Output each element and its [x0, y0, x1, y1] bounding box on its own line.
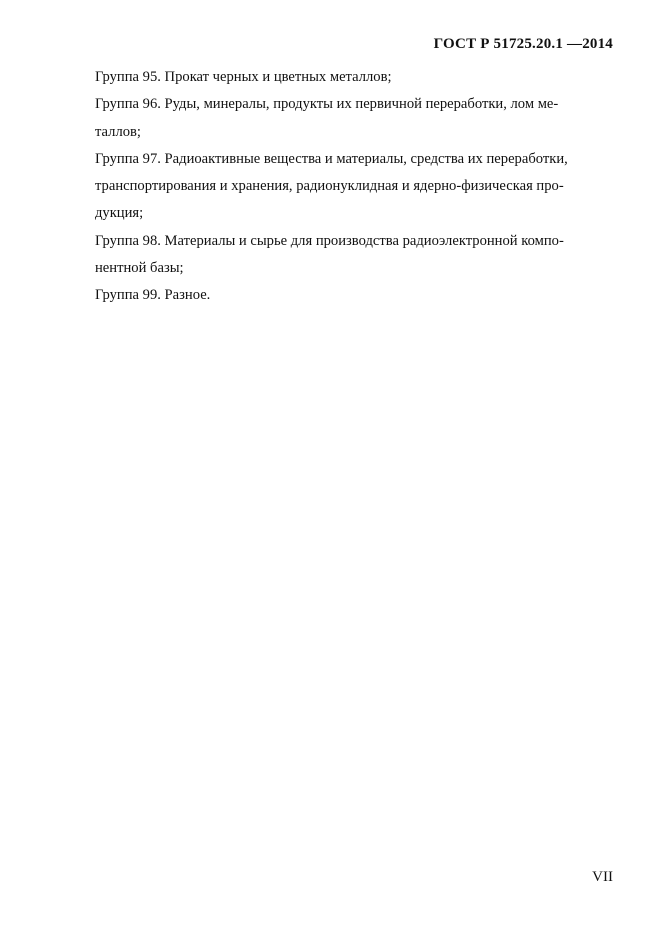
group-96-line: Группа 96. Руды, минералы, продукты их первичной переработки, лом ме- — [95, 96, 559, 113]
document-header: ГОСТ Р 51725.20.1 —2014 — [433, 36, 613, 52]
group-98-line: Группа 98. Материалы и сырье для производства радиоэлектронной компо- — [95, 232, 564, 249]
group-97-line: Группа 97. Радиоактивные вещества и материалы, средства их переработки, — [95, 150, 568, 167]
group-97-continuation-1: транспортирования и хранения, радионуклидная и ядерно-физическая про- — [95, 178, 564, 195]
group-98-continuation: нентной базы; — [95, 260, 184, 277]
document-body — [95, 64, 615, 310]
group-96-continuation: таллов; — [95, 123, 141, 140]
group-99-line: Группа 99. Разное. — [95, 287, 211, 304]
group-95-line: Группа 95. Прокат черных и цветных металлов; — [95, 69, 392, 85]
page-number: VII — [592, 869, 613, 885]
group-97-continuation-2: дукция; — [95, 205, 144, 222]
